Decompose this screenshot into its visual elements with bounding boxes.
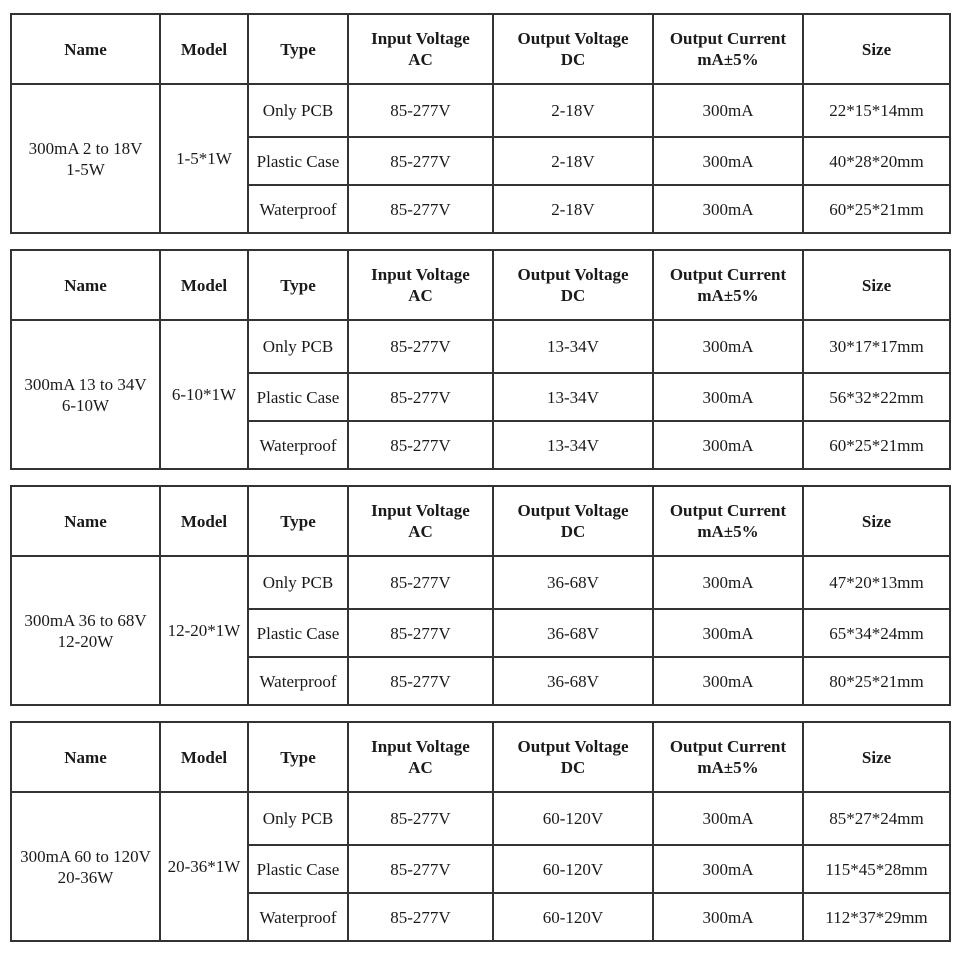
header-model: Model bbox=[160, 486, 248, 556]
input-voltage-cell: 85-277V bbox=[348, 792, 493, 845]
input-voltage-cell: 85-277V bbox=[348, 421, 493, 469]
output-voltage-cell: 36-68V bbox=[493, 657, 653, 705]
input-voltage-cell: 85-277V bbox=[348, 373, 493, 421]
header-output-current: Output Current mA±5% bbox=[653, 14, 803, 84]
input-voltage-cell: 85-277V bbox=[348, 84, 493, 137]
spec-table-1 bbox=[10, 13, 951, 234]
output-current-cell: 300mA bbox=[653, 556, 803, 609]
size-cell: 56*32*22mm bbox=[803, 373, 950, 421]
model-cell: 6-10*1W bbox=[160, 320, 248, 469]
output-current-cell: 300mA bbox=[653, 657, 803, 705]
type-cell: Waterproof bbox=[248, 893, 348, 941]
input-voltage-cell: 85-277V bbox=[348, 845, 493, 893]
type-cell: Plastic Case bbox=[248, 137, 348, 185]
header-output-current: Output Current mA±5% bbox=[653, 722, 803, 792]
size-cell: 115*45*28mm bbox=[803, 845, 950, 893]
type-cell: Waterproof bbox=[248, 185, 348, 233]
type-cell: Only PCB bbox=[248, 556, 348, 609]
input-voltage-cell: 85-277V bbox=[348, 893, 493, 941]
header-model: Model bbox=[160, 250, 248, 320]
output-current-cell: 300mA bbox=[653, 185, 803, 233]
header-size: Size bbox=[803, 722, 950, 792]
header-name: Name bbox=[11, 250, 160, 320]
output-voltage-cell: 13-34V bbox=[493, 421, 653, 469]
model-cell: 20-36*1W bbox=[160, 792, 248, 941]
output-voltage-cell: 60-120V bbox=[493, 845, 653, 893]
input-voltage-cell: 85-277V bbox=[348, 320, 493, 373]
size-cell: 65*34*24mm bbox=[803, 609, 950, 657]
header-input-voltage: Input Voltage AC bbox=[348, 250, 493, 320]
header-row bbox=[11, 14, 950, 84]
header-row bbox=[11, 722, 950, 792]
product-name-cell: 300mA 13 to 34V 6-10W bbox=[11, 320, 160, 469]
header-row bbox=[11, 250, 950, 320]
header-name: Name bbox=[11, 486, 160, 556]
type-cell: Only PCB bbox=[248, 320, 348, 373]
output-current-cell: 300mA bbox=[653, 845, 803, 893]
header-output-current: Output Current mA±5% bbox=[653, 250, 803, 320]
input-voltage-cell: 85-277V bbox=[348, 185, 493, 233]
table-row bbox=[11, 320, 950, 373]
output-current-cell: 300mA bbox=[653, 609, 803, 657]
output-voltage-cell: 2-18V bbox=[493, 137, 653, 185]
output-current-cell: 300mA bbox=[653, 421, 803, 469]
header-size: Size bbox=[803, 486, 950, 556]
header-model: Model bbox=[160, 722, 248, 792]
input-voltage-cell: 85-277V bbox=[348, 609, 493, 657]
spec-table-4 bbox=[10, 721, 951, 942]
header-type: Type bbox=[248, 722, 348, 792]
header-output-voltage: Output Voltage DC bbox=[493, 250, 653, 320]
output-voltage-cell: 60-120V bbox=[493, 893, 653, 941]
type-cell: Plastic Case bbox=[248, 609, 348, 657]
header-size: Size bbox=[803, 250, 950, 320]
header-name: Name bbox=[11, 722, 160, 792]
header-input-voltage: Input Voltage AC bbox=[348, 722, 493, 792]
header-input-voltage: Input Voltage AC bbox=[348, 486, 493, 556]
header-row bbox=[11, 486, 950, 556]
size-cell: 40*28*20mm bbox=[803, 137, 950, 185]
product-name-cell: 300mA 36 to 68V 12-20W bbox=[11, 556, 160, 705]
output-voltage-cell: 60-120V bbox=[493, 792, 653, 845]
input-voltage-cell: 85-277V bbox=[348, 137, 493, 185]
product-name-cell: 300mA 60 to 120V 20-36W bbox=[11, 792, 160, 941]
header-size: Size bbox=[803, 14, 950, 84]
output-current-cell: 300mA bbox=[653, 893, 803, 941]
input-voltage-cell: 85-277V bbox=[348, 556, 493, 609]
spec-table-3 bbox=[10, 485, 951, 706]
output-current-cell: 300mA bbox=[653, 373, 803, 421]
output-voltage-cell: 2-18V bbox=[493, 84, 653, 137]
size-cell: 112*37*29mm bbox=[803, 893, 950, 941]
type-cell: Only PCB bbox=[248, 792, 348, 845]
model-cell: 1-5*1W bbox=[160, 84, 248, 233]
header-input-voltage: Input Voltage AC bbox=[348, 14, 493, 84]
output-voltage-cell: 13-34V bbox=[493, 320, 653, 373]
header-output-current: Output Current mA±5% bbox=[653, 486, 803, 556]
table-row bbox=[11, 792, 950, 845]
size-cell: 60*25*21mm bbox=[803, 185, 950, 233]
input-voltage-cell: 85-277V bbox=[348, 657, 493, 705]
output-current-cell: 300mA bbox=[653, 320, 803, 373]
type-cell: Only PCB bbox=[248, 84, 348, 137]
type-cell: Plastic Case bbox=[248, 373, 348, 421]
header-name: Name bbox=[11, 14, 160, 84]
model-cell: 12-20*1W bbox=[160, 556, 248, 705]
header-type: Type bbox=[248, 14, 348, 84]
size-cell: 30*17*17mm bbox=[803, 320, 950, 373]
type-cell: Waterproof bbox=[248, 421, 348, 469]
header-output-voltage: Output Voltage DC bbox=[493, 486, 653, 556]
header-model: Model bbox=[160, 14, 248, 84]
output-voltage-cell: 13-34V bbox=[493, 373, 653, 421]
output-current-cell: 300mA bbox=[653, 137, 803, 185]
output-voltage-cell: 2-18V bbox=[493, 185, 653, 233]
header-type: Type bbox=[248, 486, 348, 556]
output-voltage-cell: 36-68V bbox=[493, 556, 653, 609]
output-current-cell: 300mA bbox=[653, 84, 803, 137]
header-output-voltage: Output Voltage DC bbox=[493, 14, 653, 84]
size-cell: 60*25*21mm bbox=[803, 421, 950, 469]
output-current-cell: 300mA bbox=[653, 792, 803, 845]
output-voltage-cell: 36-68V bbox=[493, 609, 653, 657]
size-cell: 85*27*24mm bbox=[803, 792, 950, 845]
spec-table-2 bbox=[10, 249, 951, 470]
type-cell: Plastic Case bbox=[248, 845, 348, 893]
type-cell: Waterproof bbox=[248, 657, 348, 705]
table-row bbox=[11, 556, 950, 609]
table-row bbox=[11, 84, 950, 137]
product-name-cell: 300mA 2 to 18V 1-5W bbox=[11, 84, 160, 233]
size-cell: 47*20*13mm bbox=[803, 556, 950, 609]
header-type: Type bbox=[248, 250, 348, 320]
header-output-voltage: Output Voltage DC bbox=[493, 722, 653, 792]
size-cell: 80*25*21mm bbox=[803, 657, 950, 705]
size-cell: 22*15*14mm bbox=[803, 84, 950, 137]
